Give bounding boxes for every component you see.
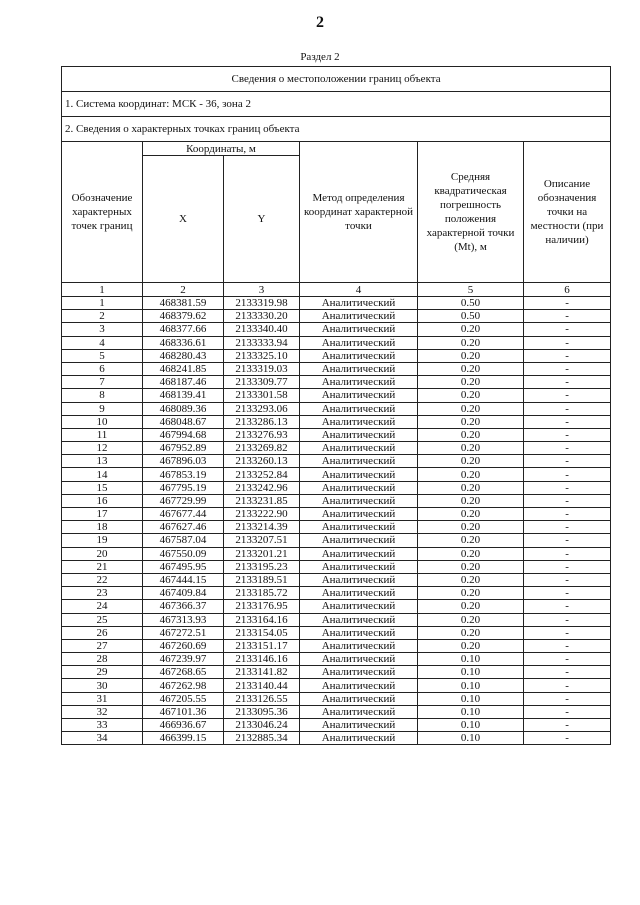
description-cell: - — [524, 600, 611, 613]
description-cell: - — [524, 323, 611, 336]
table-row — [62, 626, 611, 639]
x-coordinate-cell: 467587.04 — [143, 534, 224, 547]
point-number-cell: 25 — [62, 613, 143, 626]
description-cell: - — [524, 653, 611, 666]
method-cell: Аналитический — [300, 534, 418, 547]
y-coordinate-cell: 2133260.13 — [224, 455, 300, 468]
table-title-row — [62, 67, 611, 92]
description-cell: - — [524, 613, 611, 626]
method-cell: Аналитический — [300, 613, 418, 626]
header-description: Описание обозначения точки на местности (при наличии) — [524, 142, 611, 283]
table-row — [62, 508, 611, 521]
description-cell: - — [524, 428, 611, 441]
y-coordinate-cell: 2133154.05 — [224, 626, 300, 639]
x-coordinate-cell: 467260.69 — [143, 639, 224, 652]
table-row — [62, 323, 611, 336]
x-coordinate-cell: 467366.37 — [143, 600, 224, 613]
description-cell: - — [524, 494, 611, 507]
method-cell: Аналитический — [300, 323, 418, 336]
description-cell: - — [524, 705, 611, 718]
error-cell: 0.20 — [418, 534, 524, 547]
y-coordinate-cell: 2133146.16 — [224, 653, 300, 666]
method-cell: Аналитический — [300, 547, 418, 560]
table-title: Сведения о местоположении границ объекта — [62, 67, 611, 92]
table-row — [62, 534, 611, 547]
method-cell: Аналитический — [300, 587, 418, 600]
method-cell: Аналитический — [300, 639, 418, 652]
method-cell: Аналитический — [300, 600, 418, 613]
section-label: Раздел 2 — [300, 51, 340, 63]
y-coordinate-cell: 2133319.03 — [224, 362, 300, 375]
header-x: X — [143, 156, 224, 283]
y-coordinate-cell: 2133319.98 — [224, 297, 300, 310]
table-row — [62, 468, 611, 481]
point-number-cell: 7 — [62, 376, 143, 389]
table-body — [62, 67, 611, 745]
point-number-cell: 1 — [62, 297, 143, 310]
description-cell: - — [524, 468, 611, 481]
point-number-cell: 14 — [62, 468, 143, 481]
table-row — [62, 297, 611, 310]
method-cell: Аналитический — [300, 468, 418, 481]
x-coordinate-cell: 467268.65 — [143, 666, 224, 679]
y-coordinate-cell: 2133151.17 — [224, 639, 300, 652]
table-row — [62, 679, 611, 692]
error-cell: 0.20 — [418, 362, 524, 375]
point-number-cell: 9 — [62, 402, 143, 415]
description-cell: - — [524, 521, 611, 534]
method-cell: Аналитический — [300, 297, 418, 310]
column-number: 3 — [224, 283, 300, 297]
method-cell: Аналитический — [300, 508, 418, 521]
points-title: 2. Сведения о характерных точках границ объекта — [62, 117, 611, 142]
point-number-cell: 26 — [62, 626, 143, 639]
point-number-cell: 31 — [62, 692, 143, 705]
method-cell: Аналитический — [300, 455, 418, 468]
table-row — [62, 428, 611, 441]
method-cell: Аналитический — [300, 732, 418, 745]
table-row — [62, 310, 611, 323]
x-coordinate-cell: 467205.55 — [143, 692, 224, 705]
header-row-1 — [62, 142, 611, 156]
x-coordinate-cell: 466936.67 — [143, 719, 224, 732]
error-cell: 0.20 — [418, 600, 524, 613]
error-cell: 0.20 — [418, 455, 524, 468]
table-row — [62, 455, 611, 468]
table-row — [62, 705, 611, 718]
y-coordinate-cell: 2133330.20 — [224, 310, 300, 323]
description-cell: - — [524, 626, 611, 639]
table-row — [62, 349, 611, 362]
error-cell: 0.20 — [418, 428, 524, 441]
error-cell: 0.20 — [418, 323, 524, 336]
point-number-cell: 15 — [62, 481, 143, 494]
y-coordinate-cell: 2133333.94 — [224, 336, 300, 349]
coord-system: 1. Система координат: МСК - 36, зона 2 — [62, 92, 611, 117]
table-row — [62, 376, 611, 389]
y-coordinate-cell: 2133207.51 — [224, 534, 300, 547]
x-coordinate-cell: 467550.09 — [143, 547, 224, 560]
method-cell: Аналитический — [300, 626, 418, 639]
point-number-cell: 24 — [62, 600, 143, 613]
x-coordinate-cell: 467896.03 — [143, 455, 224, 468]
table-row — [62, 494, 611, 507]
y-coordinate-cell: 2133222.90 — [224, 508, 300, 521]
point-number-cell: 22 — [62, 573, 143, 586]
method-cell: Аналитический — [300, 310, 418, 323]
y-coordinate-cell: 2133095.36 — [224, 705, 300, 718]
error-cell: 0.20 — [418, 626, 524, 639]
description-cell: - — [524, 573, 611, 586]
description-cell: - — [524, 534, 611, 547]
error-cell: 0.20 — [418, 442, 524, 455]
description-cell: - — [524, 455, 611, 468]
column-number: 4 — [300, 283, 418, 297]
y-coordinate-cell: 2133309.77 — [224, 376, 300, 389]
point-number-cell: 10 — [62, 415, 143, 428]
boundary-points-table — [61, 66, 611, 745]
table-row — [62, 389, 611, 402]
x-coordinate-cell: 467677.44 — [143, 508, 224, 521]
x-coordinate-cell: 467627.46 — [143, 521, 224, 534]
point-number-cell: 2 — [62, 310, 143, 323]
description-cell: - — [524, 362, 611, 375]
point-number-cell: 11 — [62, 428, 143, 441]
description-cell: - — [524, 415, 611, 428]
x-coordinate-cell: 466399.15 — [143, 732, 224, 745]
method-cell: Аналитический — [300, 521, 418, 534]
table-row — [62, 613, 611, 626]
description-cell: - — [524, 442, 611, 455]
y-coordinate-cell: 2133325.10 — [224, 349, 300, 362]
description-cell: - — [524, 508, 611, 521]
point-number-cell: 19 — [62, 534, 143, 547]
description-cell: - — [524, 666, 611, 679]
table-row — [62, 732, 611, 745]
description-cell: - — [524, 547, 611, 560]
error-cell: 0.20 — [418, 494, 524, 507]
error-cell: 0.50 — [418, 310, 524, 323]
description-cell: - — [524, 560, 611, 573]
y-coordinate-cell: 2133276.93 — [224, 428, 300, 441]
error-cell: 0.10 — [418, 705, 524, 718]
x-coordinate-cell: 467239.97 — [143, 653, 224, 666]
column-numbers-row — [62, 283, 611, 297]
y-coordinate-cell: 2132885.34 — [224, 732, 300, 745]
error-cell: 0.20 — [418, 573, 524, 586]
x-coordinate-cell: 467101.36 — [143, 705, 224, 718]
error-cell: 0.20 — [418, 481, 524, 494]
method-cell: Аналитический — [300, 573, 418, 586]
header-coordinates: Координаты, м — [143, 142, 300, 156]
header-error: Средняя квадратическая погрешность положения характерной точки (Mt), м — [418, 142, 524, 283]
error-cell: 0.20 — [418, 389, 524, 402]
table-row — [62, 336, 611, 349]
method-cell: Аналитический — [300, 560, 418, 573]
method-cell: Аналитический — [300, 666, 418, 679]
point-number-cell: 30 — [62, 679, 143, 692]
point-number-cell: 5 — [62, 349, 143, 362]
method-cell: Аналитический — [300, 415, 418, 428]
error-cell: 0.10 — [418, 732, 524, 745]
x-coordinate-cell: 467729.99 — [143, 494, 224, 507]
method-cell: Аналитический — [300, 336, 418, 349]
method-cell: Аналитический — [300, 376, 418, 389]
x-coordinate-cell: 468089.36 — [143, 402, 224, 415]
table-row — [62, 442, 611, 455]
point-number-cell: 17 — [62, 508, 143, 521]
point-number-cell: 8 — [62, 389, 143, 402]
error-cell: 0.10 — [418, 653, 524, 666]
description-cell: - — [524, 679, 611, 692]
y-coordinate-cell: 2133269.82 — [224, 442, 300, 455]
x-coordinate-cell: 467795.19 — [143, 481, 224, 494]
x-coordinate-cell: 468379.62 — [143, 310, 224, 323]
point-number-cell: 13 — [62, 455, 143, 468]
x-coordinate-cell: 468377.66 — [143, 323, 224, 336]
y-coordinate-cell: 2133164.16 — [224, 613, 300, 626]
description-cell: - — [524, 732, 611, 745]
x-coordinate-cell: 467495.95 — [143, 560, 224, 573]
error-cell: 0.20 — [418, 613, 524, 626]
y-coordinate-cell: 2133046.24 — [224, 719, 300, 732]
y-coordinate-cell: 2133176.95 — [224, 600, 300, 613]
header-y: Y — [224, 156, 300, 283]
x-coordinate-cell: 468048.67 — [143, 415, 224, 428]
error-cell: 0.20 — [418, 468, 524, 481]
description-cell: - — [524, 587, 611, 600]
point-number-cell: 27 — [62, 639, 143, 652]
description-cell: - — [524, 297, 611, 310]
method-cell: Аналитический — [300, 679, 418, 692]
y-coordinate-cell: 2133195.23 — [224, 560, 300, 573]
method-cell: Аналитический — [300, 494, 418, 507]
table-row — [62, 560, 611, 573]
error-cell: 0.20 — [418, 336, 524, 349]
point-number-cell: 4 — [62, 336, 143, 349]
description-cell: - — [524, 349, 611, 362]
x-coordinate-cell: 468381.59 — [143, 297, 224, 310]
point-number-cell: 23 — [62, 587, 143, 600]
y-coordinate-cell: 2133286.13 — [224, 415, 300, 428]
point-number-cell: 20 — [62, 547, 143, 560]
error-cell: 0.20 — [418, 349, 524, 362]
error-cell: 0.10 — [418, 692, 524, 705]
error-cell: 0.20 — [418, 547, 524, 560]
error-cell: 0.20 — [418, 415, 524, 428]
y-coordinate-cell: 2133141.82 — [224, 666, 300, 679]
point-number-cell: 6 — [62, 362, 143, 375]
x-coordinate-cell: 467952.89 — [143, 442, 224, 455]
x-coordinate-cell: 468187.46 — [143, 376, 224, 389]
error-cell: 0.20 — [418, 587, 524, 600]
coord-system-row — [62, 92, 611, 117]
method-cell: Аналитический — [300, 692, 418, 705]
y-coordinate-cell: 2133301.58 — [224, 389, 300, 402]
table-row — [62, 719, 611, 732]
description-cell: - — [524, 376, 611, 389]
table-row — [62, 692, 611, 705]
page-number: 2 — [316, 14, 324, 31]
point-number-cell: 34 — [62, 732, 143, 745]
column-number: 6 — [524, 283, 611, 297]
method-cell: Аналитический — [300, 389, 418, 402]
y-coordinate-cell: 2133189.51 — [224, 573, 300, 586]
header-method: Метод определения координат характерной точки — [300, 142, 418, 283]
method-cell: Аналитический — [300, 719, 418, 732]
error-cell: 0.20 — [418, 521, 524, 534]
column-number: 5 — [418, 283, 524, 297]
y-coordinate-cell: 2133201.21 — [224, 547, 300, 560]
table-row — [62, 573, 611, 586]
y-coordinate-cell: 2133340.40 — [224, 323, 300, 336]
point-number-cell: 12 — [62, 442, 143, 455]
description-cell: - — [524, 310, 611, 323]
error-cell: 0.20 — [418, 376, 524, 389]
method-cell: Аналитический — [300, 428, 418, 441]
point-number-cell: 18 — [62, 521, 143, 534]
error-cell: 0.10 — [418, 666, 524, 679]
point-number-cell: 33 — [62, 719, 143, 732]
column-number: 2 — [143, 283, 224, 297]
error-cell: 0.10 — [418, 719, 524, 732]
point-number-cell: 32 — [62, 705, 143, 718]
table-row — [62, 415, 611, 428]
table-row — [62, 481, 611, 494]
x-coordinate-cell: 468336.61 — [143, 336, 224, 349]
point-number-cell: 3 — [62, 323, 143, 336]
description-cell: - — [524, 402, 611, 415]
method-cell: Аналитический — [300, 705, 418, 718]
y-coordinate-cell: 2133126.55 — [224, 692, 300, 705]
table-row — [62, 653, 611, 666]
table-row — [62, 402, 611, 415]
x-coordinate-cell: 467409.84 — [143, 587, 224, 600]
column-number: 1 — [62, 283, 143, 297]
error-cell: 0.10 — [418, 679, 524, 692]
method-cell: Аналитический — [300, 362, 418, 375]
method-cell: Аналитический — [300, 481, 418, 494]
point-number-cell: 28 — [62, 653, 143, 666]
x-coordinate-cell: 468139.41 — [143, 389, 224, 402]
x-coordinate-cell: 467444.15 — [143, 573, 224, 586]
description-cell: - — [524, 719, 611, 732]
y-coordinate-cell: 2133252.84 — [224, 468, 300, 481]
x-coordinate-cell: 467272.51 — [143, 626, 224, 639]
error-cell: 0.20 — [418, 639, 524, 652]
method-cell: Аналитический — [300, 442, 418, 455]
x-coordinate-cell: 467262.98 — [143, 679, 224, 692]
y-coordinate-cell: 2133140.44 — [224, 679, 300, 692]
header-designation: Обозначение характерных точек границ — [62, 142, 143, 283]
x-coordinate-cell: 468280.43 — [143, 349, 224, 362]
x-coordinate-cell: 467994.68 — [143, 428, 224, 441]
error-cell: 0.20 — [418, 560, 524, 573]
method-cell: Аналитический — [300, 402, 418, 415]
point-number-cell: 29 — [62, 666, 143, 679]
table-row — [62, 639, 611, 652]
error-cell: 0.20 — [418, 508, 524, 521]
y-coordinate-cell: 2133293.06 — [224, 402, 300, 415]
description-cell: - — [524, 481, 611, 494]
table-row — [62, 600, 611, 613]
description-cell: - — [524, 639, 611, 652]
y-coordinate-cell: 2133185.72 — [224, 587, 300, 600]
y-coordinate-cell: 2133231.85 — [224, 494, 300, 507]
x-coordinate-cell: 467313.93 — [143, 613, 224, 626]
description-cell: - — [524, 389, 611, 402]
table-row — [62, 587, 611, 600]
error-cell: 0.50 — [418, 297, 524, 310]
description-cell: - — [524, 692, 611, 705]
table-row — [62, 521, 611, 534]
table-row — [62, 362, 611, 375]
x-coordinate-cell: 468241.85 — [143, 362, 224, 375]
description-cell: - — [524, 336, 611, 349]
x-coordinate-cell: 467853.19 — [143, 468, 224, 481]
table-row — [62, 547, 611, 560]
table-row — [62, 666, 611, 679]
points-title-row — [62, 117, 611, 142]
point-number-cell: 16 — [62, 494, 143, 507]
method-cell: Аналитический — [300, 349, 418, 362]
y-coordinate-cell: 2133242.96 — [224, 481, 300, 494]
error-cell: 0.20 — [418, 402, 524, 415]
y-coordinate-cell: 2133214.39 — [224, 521, 300, 534]
method-cell: Аналитический — [300, 653, 418, 666]
point-number-cell: 21 — [62, 560, 143, 573]
